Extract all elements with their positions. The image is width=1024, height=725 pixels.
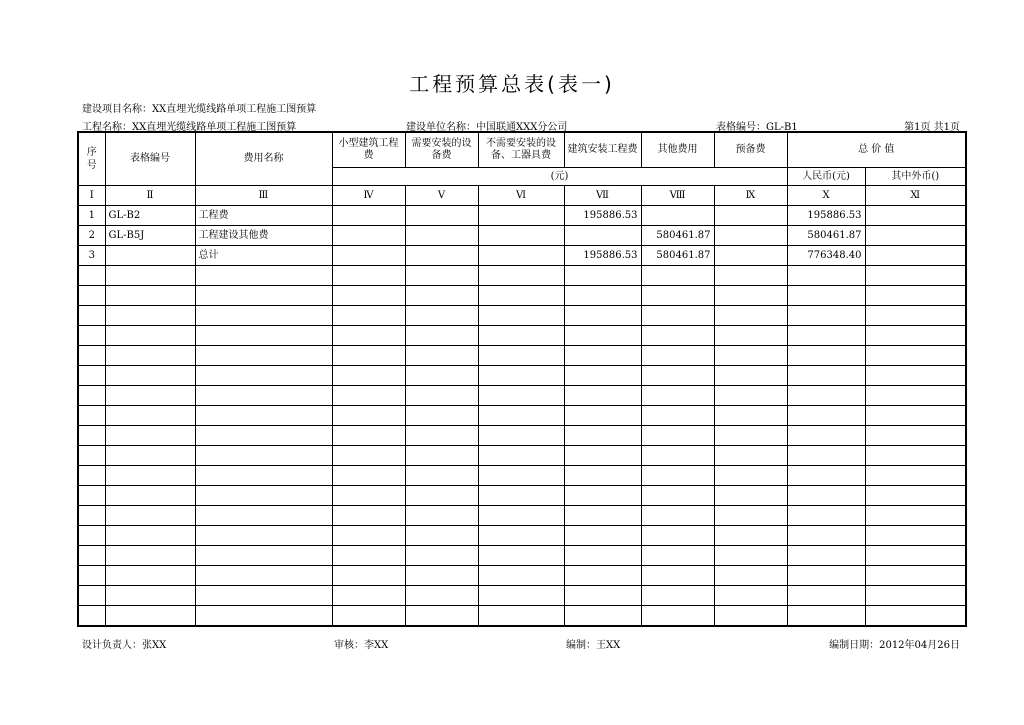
empty-row: [78, 566, 966, 586]
footer-date: 编制日期：2012年04月26日: [829, 640, 960, 651]
empty-cell: [641, 346, 714, 366]
roman-cell: Ⅷ: [641, 186, 714, 206]
table-cell: 工程建设其他费: [195, 226, 332, 246]
empty-row: [78, 386, 966, 406]
empty-cell: [564, 606, 641, 627]
empty-cell: [787, 426, 865, 446]
header-total: 总 价 值: [787, 132, 966, 168]
empty-cell: [787, 346, 865, 366]
empty-cell: [641, 386, 714, 406]
empty-cell: [78, 346, 105, 366]
empty-cell: [332, 466, 405, 486]
empty-row: [78, 546, 966, 566]
empty-cell: [787, 446, 865, 466]
table-cell: 580461.87: [641, 246, 714, 266]
empty-cell: [787, 506, 865, 526]
empty-row: [78, 586, 966, 606]
empty-cell: [332, 366, 405, 386]
header-fee-name: 费用名称: [195, 132, 332, 186]
roman-cell: Ⅴ: [405, 186, 478, 206]
empty-cell: [787, 486, 865, 506]
table-cell: [865, 206, 966, 226]
empty-cell: [105, 526, 195, 546]
empty-cell: [478, 446, 564, 466]
empty-cell: [332, 606, 405, 627]
empty-cell: [564, 346, 641, 366]
table-cell: [405, 246, 478, 266]
empty-cell: [332, 586, 405, 606]
header-rmb: 人民币(元): [787, 168, 865, 186]
empty-cell: [714, 306, 787, 326]
empty-cell: [478, 406, 564, 426]
empty-cell: [714, 546, 787, 566]
empty-cell: [78, 586, 105, 606]
table-cell: 3: [78, 246, 105, 266]
empty-cell: [195, 546, 332, 566]
empty-cell: [105, 346, 195, 366]
header-form-no: 表格编号: [105, 132, 195, 186]
empty-cell: [78, 386, 105, 406]
empty-cell: [865, 546, 966, 566]
empty-cell: [195, 346, 332, 366]
empty-cell: [865, 606, 966, 627]
empty-cell: [195, 586, 332, 606]
table-cell: GL-B2: [105, 206, 195, 226]
empty-cell: [478, 386, 564, 406]
empty-cell: [332, 286, 405, 306]
empty-cell: [332, 486, 405, 506]
unit-name: 建设单位名称：中国联通XXX分公司: [406, 122, 568, 133]
empty-cell: [405, 566, 478, 586]
table-cell: [478, 246, 564, 266]
empty-cell: [195, 326, 332, 346]
empty-cell: [332, 346, 405, 366]
empty-cell: [195, 386, 332, 406]
empty-cell: [478, 566, 564, 586]
empty-row: [78, 526, 966, 546]
empty-cell: [478, 506, 564, 526]
empty-cell: [564, 306, 641, 326]
empty-cell: [478, 426, 564, 446]
empty-cell: [564, 526, 641, 546]
empty-cell: [195, 506, 332, 526]
empty-cell: [865, 486, 966, 506]
empty-cell: [195, 566, 332, 586]
empty-cell: [564, 266, 641, 286]
roman-cell: Ⅱ: [105, 186, 195, 206]
empty-cell: [332, 426, 405, 446]
empty-cell: [405, 366, 478, 386]
empty-cell: [405, 286, 478, 306]
empty-cell: [564, 426, 641, 446]
table-cell: 580461.87: [641, 226, 714, 246]
empty-cell: [714, 366, 787, 386]
roman-cell: Ⅰ: [78, 186, 105, 206]
table-cell: 工程费: [195, 206, 332, 226]
empty-cell: [405, 606, 478, 627]
empty-cell: [865, 326, 966, 346]
empty-cell: [564, 506, 641, 526]
table-cell: [714, 226, 787, 246]
empty-cell: [332, 306, 405, 326]
empty-cell: [105, 506, 195, 526]
empty-cell: [641, 406, 714, 426]
empty-cell: [641, 446, 714, 466]
empty-cell: [714, 606, 787, 627]
empty-cell: [478, 466, 564, 486]
empty-cell: [714, 346, 787, 366]
empty-cell: [332, 566, 405, 586]
empty-cell: [865, 446, 966, 466]
empty-row: [78, 406, 966, 426]
empty-cell: [787, 586, 865, 606]
empty-cell: [478, 486, 564, 506]
empty-cell: [78, 406, 105, 426]
empty-cell: [865, 506, 966, 526]
roman-cell: Ⅶ: [564, 186, 641, 206]
empty-cell: [865, 426, 966, 446]
table-cell: [865, 246, 966, 266]
header-reserve: 预备费: [714, 132, 787, 168]
empty-cell: [714, 486, 787, 506]
empty-cell: [865, 566, 966, 586]
empty-cell: [787, 266, 865, 286]
empty-cell: [865, 406, 966, 426]
empty-cell: [714, 586, 787, 606]
empty-cell: [564, 546, 641, 566]
empty-cell: [478, 266, 564, 286]
empty-cell: [405, 466, 478, 486]
empty-cell: [641, 366, 714, 386]
empty-cell: [195, 266, 332, 286]
table-cell: 580461.87: [787, 226, 865, 246]
empty-cell: [105, 546, 195, 566]
table-cell: [332, 226, 405, 246]
empty-cell: [714, 426, 787, 446]
empty-cell: [787, 566, 865, 586]
footer-designer: 设计负责人：张XX: [82, 640, 167, 651]
table-cell: [478, 206, 564, 226]
engineering-name: 工程名称：XX直埋光缆线路单项工程施工图预算: [82, 122, 297, 133]
empty-cell: [478, 326, 564, 346]
empty-cell: [865, 526, 966, 546]
empty-cell: [105, 326, 195, 346]
empty-cell: [787, 386, 865, 406]
empty-cell: [787, 526, 865, 546]
empty-cell: [195, 366, 332, 386]
empty-cell: [195, 446, 332, 466]
table-cell: 总计: [195, 246, 332, 266]
empty-cell: [478, 366, 564, 386]
empty-cell: [78, 506, 105, 526]
budget-table: [77, 131, 967, 627]
empty-cell: [564, 486, 641, 506]
empty-cell: [641, 326, 714, 346]
empty-row: [78, 326, 966, 346]
empty-cell: [641, 606, 714, 627]
empty-cell: [564, 566, 641, 586]
empty-cell: [105, 606, 195, 627]
empty-cell: [641, 286, 714, 306]
empty-cell: [714, 326, 787, 346]
empty-cell: [787, 286, 865, 306]
empty-cell: [78, 306, 105, 326]
table-cell: 1: [78, 206, 105, 226]
table-cell: [478, 226, 564, 246]
empty-row: [78, 306, 966, 326]
empty-cell: [564, 586, 641, 606]
empty-cell: [78, 486, 105, 506]
table-cell: [641, 206, 714, 226]
header-small-build: 小型建筑工程费: [332, 132, 405, 168]
table-cell: [105, 246, 195, 266]
empty-cell: [332, 546, 405, 566]
empty-cell: [478, 586, 564, 606]
empty-cell: [405, 526, 478, 546]
empty-cell: [564, 286, 641, 306]
table-cell: GL-B5J: [105, 226, 195, 246]
empty-cell: [332, 386, 405, 406]
empty-cell: [714, 506, 787, 526]
header-other: 其他费用: [641, 132, 714, 168]
table-cell: 2: [78, 226, 105, 246]
empty-cell: [105, 586, 195, 606]
empty-row: [78, 346, 966, 366]
empty-cell: [714, 566, 787, 586]
header-foreign: 其中外币(): [865, 168, 966, 186]
table-row: [78, 246, 966, 266]
empty-cell: [787, 546, 865, 566]
empty-row: [78, 266, 966, 286]
table-cell: 195886.53: [787, 206, 865, 226]
empty-cell: [405, 446, 478, 466]
empty-cell: [787, 326, 865, 346]
empty-cell: [78, 466, 105, 486]
sheet-title: 工程预算总表(表一): [409, 72, 615, 96]
empty-cell: [405, 306, 478, 326]
empty-cell: [105, 426, 195, 446]
empty-cell: [865, 466, 966, 486]
empty-cell: [787, 466, 865, 486]
table-cell: 195886.53: [564, 246, 641, 266]
empty-cell: [714, 526, 787, 546]
empty-cell: [478, 546, 564, 566]
table-cell: 776348.40: [787, 246, 865, 266]
empty-cell: [865, 386, 966, 406]
footer-compiler: 编制：王XX: [566, 640, 621, 651]
empty-cell: [195, 486, 332, 506]
empty-cell: [641, 426, 714, 446]
empty-cell: [714, 266, 787, 286]
empty-cell: [405, 546, 478, 566]
roman-numeral-row: [78, 186, 966, 206]
header-unit: (元): [332, 168, 787, 186]
empty-cell: [478, 346, 564, 366]
empty-cell: [78, 446, 105, 466]
empty-cell: [195, 286, 332, 306]
table-cell: [865, 226, 966, 246]
empty-cell: [105, 386, 195, 406]
empty-cell: [641, 306, 714, 326]
empty-cell: [564, 406, 641, 426]
empty-cell: [105, 486, 195, 506]
table-cell: [714, 206, 787, 226]
page-number: 第1页 共1页: [904, 122, 960, 133]
empty-cell: [865, 286, 966, 306]
table-cell: [714, 246, 787, 266]
header-build-install: 建筑安装工程费: [564, 132, 641, 168]
empty-cell: [564, 366, 641, 386]
empty-cell: [478, 526, 564, 546]
empty-cell: [641, 466, 714, 486]
empty-cell: [787, 306, 865, 326]
empty-cell: [564, 446, 641, 466]
empty-cell: [78, 566, 105, 586]
form-number: 表格编号：GL-B1: [716, 122, 798, 133]
empty-cell: [78, 526, 105, 546]
empty-cell: [787, 606, 865, 627]
empty-cell: [714, 286, 787, 306]
empty-cell: [714, 466, 787, 486]
empty-cell: [405, 346, 478, 366]
table-cell: [564, 226, 641, 246]
empty-row: [78, 606, 966, 627]
empty-cell: [405, 386, 478, 406]
table-body: [78, 132, 966, 626]
empty-cell: [332, 406, 405, 426]
header-equip-no-install: 不需要安装的设备、工器具费: [478, 132, 564, 168]
empty-cell: [714, 446, 787, 466]
empty-cell: [564, 326, 641, 346]
empty-row: [78, 446, 966, 466]
empty-cell: [105, 266, 195, 286]
empty-cell: [641, 586, 714, 606]
footer-reviewer: 审核：李XX: [334, 640, 389, 651]
empty-cell: [195, 466, 332, 486]
empty-cell: [405, 426, 478, 446]
empty-row: [78, 506, 966, 526]
empty-cell: [195, 406, 332, 426]
roman-cell: Ⅸ: [714, 186, 787, 206]
header-row: [78, 132, 966, 168]
table-row: [78, 206, 966, 226]
table-row: [78, 226, 966, 246]
empty-cell: [641, 526, 714, 546]
empty-cell: [332, 526, 405, 546]
empty-cell: [564, 386, 641, 406]
empty-cell: [405, 266, 478, 286]
empty-cell: [105, 446, 195, 466]
empty-cell: [865, 366, 966, 386]
empty-cell: [105, 566, 195, 586]
empty-cell: [105, 406, 195, 426]
roman-cell: Ⅵ: [478, 186, 564, 206]
empty-row: [78, 466, 966, 486]
empty-cell: [78, 326, 105, 346]
empty-cell: [195, 526, 332, 546]
empty-cell: [405, 486, 478, 506]
table-cell: 195886.53: [564, 206, 641, 226]
empty-cell: [865, 346, 966, 366]
header-equip-install: 需要安装的设备费: [405, 132, 478, 168]
empty-cell: [405, 326, 478, 346]
empty-cell: [405, 586, 478, 606]
empty-cell: [865, 306, 966, 326]
roman-cell: Ⅳ: [332, 186, 405, 206]
empty-cell: [78, 366, 105, 386]
roman-cell: Ⅺ: [865, 186, 966, 206]
empty-cell: [332, 506, 405, 526]
empty-cell: [478, 306, 564, 326]
empty-cell: [105, 306, 195, 326]
empty-cell: [478, 606, 564, 627]
empty-cell: [78, 266, 105, 286]
empty-row: [78, 486, 966, 506]
empty-cell: [641, 566, 714, 586]
empty-row: [78, 366, 966, 386]
empty-cell: [78, 426, 105, 446]
empty-cell: [787, 406, 865, 426]
empty-cell: [195, 606, 332, 627]
table-cell: [405, 206, 478, 226]
empty-cell: [332, 326, 405, 346]
empty-cell: [865, 586, 966, 606]
empty-cell: [405, 406, 478, 426]
table-cell: [332, 206, 405, 226]
empty-cell: [78, 606, 105, 627]
empty-row: [78, 286, 966, 306]
empty-cell: [332, 266, 405, 286]
empty-cell: [105, 366, 195, 386]
empty-cell: [641, 506, 714, 526]
empty-cell: [478, 286, 564, 306]
empty-cell: [641, 486, 714, 506]
empty-cell: [105, 286, 195, 306]
header-seq: 序号: [78, 132, 105, 186]
empty-cell: [714, 386, 787, 406]
empty-cell: [714, 406, 787, 426]
empty-row: [78, 426, 966, 446]
empty-cell: [787, 366, 865, 386]
empty-cell: [405, 506, 478, 526]
empty-cell: [195, 306, 332, 326]
table-cell: [332, 246, 405, 266]
empty-cell: [195, 426, 332, 446]
empty-cell: [332, 446, 405, 466]
project-name: 建设项目名称：XX直埋光缆线路单项工程施工图预算: [82, 104, 317, 115]
empty-cell: [78, 286, 105, 306]
roman-cell: Ⅹ: [787, 186, 865, 206]
empty-cell: [105, 466, 195, 486]
roman-cell: Ⅲ: [195, 186, 332, 206]
table-cell: [405, 226, 478, 246]
empty-cell: [641, 266, 714, 286]
empty-cell: [641, 546, 714, 566]
empty-cell: [564, 466, 641, 486]
empty-cell: [865, 266, 966, 286]
empty-cell: [78, 546, 105, 566]
